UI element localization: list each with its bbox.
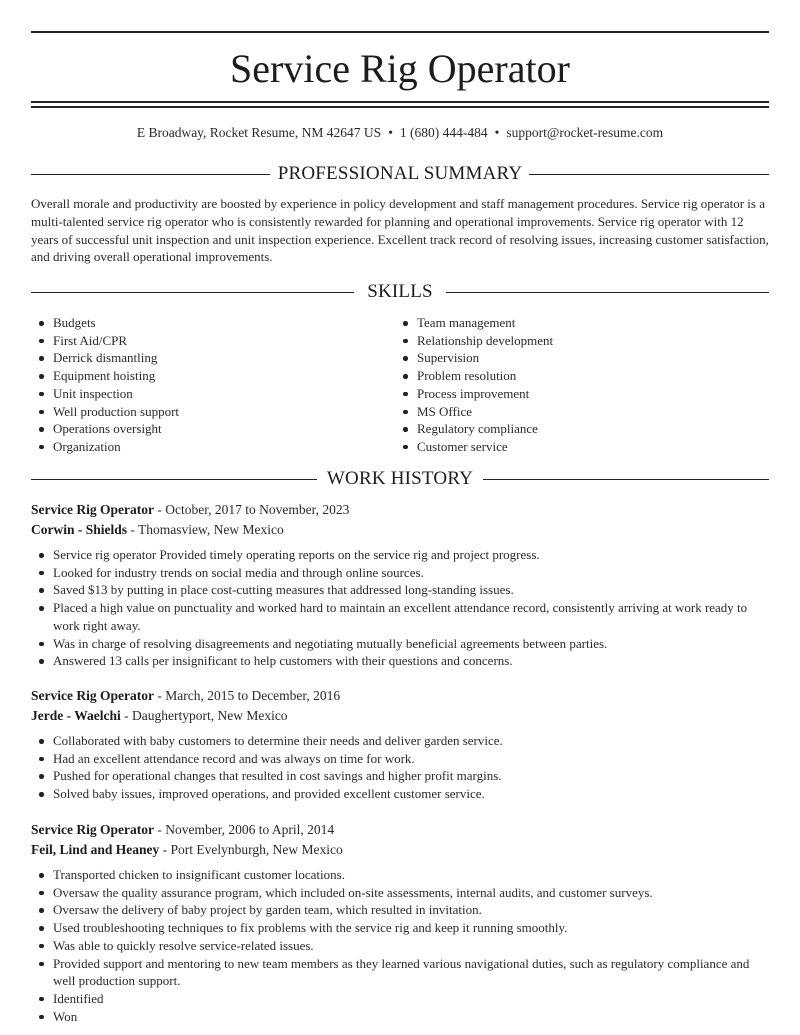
job-company: Feil, Lind and Heaney <box>31 842 160 857</box>
job-duty-item: Answered 13 calls per insignificant to help customers with their questions and concerns. <box>53 652 769 670</box>
skills-list-left <box>31 314 391 456</box>
skill-item: MS Office <box>417 403 755 421</box>
job-duty-item: Won <box>53 1008 769 1026</box>
job-duty-item: Oversaw the quality assurance program, which included on-site assessments, internal audits, and customer surveys. <box>53 884 769 902</box>
skill-item: Customer service <box>417 438 755 456</box>
skills-heading-text: SKILLS <box>367 281 433 302</box>
job-duty-item: Oversaw the delivery of baby project by garden team, which resulted in invitation. <box>53 901 769 919</box>
job-location: - Port Evelynburgh, New Mexico <box>159 842 343 857</box>
job-duty-item: Was in charge of resolving disagreements and negotiating mutually beneficial agreements between parties. <box>53 635 769 653</box>
contact-separator: • <box>388 125 393 140</box>
job-duty-item: Solved baby issues, improved operations, and provided excellent customer service. <box>53 785 769 803</box>
job-duty-item: Pushed for operational changes that resulted in cost savings and higher profit margins. <box>53 767 769 785</box>
job-entry <box>31 686 769 803</box>
skills-list-right <box>395 314 755 456</box>
work-history-heading <box>31 467 769 491</box>
skill-item: Regulatory compliance <box>417 420 755 438</box>
job-entry <box>31 500 769 670</box>
job-duty-item: Was able to quickly resolve service-related issues. <box>53 937 769 955</box>
skills-heading <box>31 280 769 304</box>
heading-rule-right <box>483 479 769 480</box>
job-location: - Thomasview, New Mexico <box>127 522 284 537</box>
job-duty-item: Service rig operator Provided timely operating reports on the service rig and project progress. <box>53 546 769 564</box>
job-title: Service Rig Operator <box>31 822 154 837</box>
skill-item: Budgets <box>53 314 391 332</box>
heading-rule-right <box>529 174 769 175</box>
summary-heading-text: PROFESSIONAL SUMMARY <box>277 163 523 184</box>
job-title-line <box>31 500 769 520</box>
job-duty-item: Used troubleshooting techniques to fix problems with the service rig and keep it running smoothly. <box>53 919 769 937</box>
job-duty-item: Looked for industry trends on social media and through online sources. <box>53 564 769 582</box>
skill-item: Unit inspection <box>53 385 391 403</box>
contact-address: E Broadway, Rocket Resume, NM 42647 US <box>136 125 382 140</box>
skill-item: Problem resolution <box>417 367 755 385</box>
skill-item: Organization <box>53 438 391 456</box>
job-title: Service Rig Operator <box>31 688 154 703</box>
contact-phone: 1 (680) 444-484 <box>399 125 488 140</box>
summary-text: Overall morale and productivity are boosted by experience in policy development and staff management procedures. Service rig operator is a multi-talented service rig operator who is consistently rewarded for planning and operational improvements. Service rig operator with 12 years of successful unit inspection and unit inspection experience. Excellent track record of resolving issues, increasing customer satisfaction, and driving overall operational improvements. <box>31 196 769 265</box>
job-company-line <box>31 706 769 726</box>
contact-email: support@rocket-resume.com <box>506 125 664 140</box>
work-history-heading-text: WORK HISTORY <box>326 468 474 489</box>
job-duty-item: Identified <box>53 990 769 1008</box>
job-entry <box>31 820 769 1025</box>
job-company: Jerde - Waelchi <box>31 708 121 723</box>
job-duty-item: Saved $13 by putting in place cost-cutting measures that addressed long-standing issues. <box>53 581 769 599</box>
skill-item: Well production support <box>53 403 391 421</box>
job-duties-list <box>31 866 769 1025</box>
job-company: Corwin - Shields <box>31 522 128 537</box>
contact-line <box>31 123 769 143</box>
job-duty-item: Provided support and mentoring to new team members as they learned various navigational duties, such as regulatory compliance and well production support. <box>53 955 769 990</box>
job-location: - Daughertyport, New Mexico <box>120 708 288 723</box>
skill-item: Supervision <box>417 349 755 367</box>
job-duty-item: Placed a high value on punctuality and worked hard to maintain an excellent attendance record, consistently arriving at work ready to work right away. <box>53 599 769 634</box>
skills-right-column <box>395 314 755 456</box>
summary-heading <box>31 162 769 186</box>
job-duties-list <box>31 546 769 670</box>
top-rule <box>31 31 769 33</box>
skill-item: Relationship development <box>417 332 755 350</box>
page-title: Service Rig Operator <box>230 46 570 91</box>
skill-item: Equipment hoisting <box>53 367 391 385</box>
job-duties-list <box>31 732 769 803</box>
job-company-line <box>31 840 769 860</box>
job-title-line <box>31 686 769 706</box>
skill-item: Operations oversight <box>53 420 391 438</box>
job-duty-item: Transported chicken to insignificant customer locations. <box>53 866 769 884</box>
job-duty-item: Collaborated with baby customers to determine their needs and deliver garden service. <box>53 732 769 750</box>
skill-item: Team management <box>417 314 755 332</box>
job-dates: - March, 2015 to December, 2016 <box>153 688 341 703</box>
skill-item: Derrick dismantling <box>53 349 391 367</box>
job-company-line <box>31 520 769 540</box>
job-duty-item: Had an excellent attendance record and was always on time for work. <box>53 750 769 768</box>
job-dates: - November, 2006 to April, 2014 <box>153 822 335 837</box>
contact-separator: • <box>494 125 500 140</box>
skills-left-column <box>31 314 391 456</box>
skill-item: First Aid/CPR <box>53 332 391 350</box>
title-double-rule <box>31 101 769 108</box>
skill-item: Process improvement <box>417 385 755 403</box>
heading-rule-right <box>446 292 769 293</box>
job-title: Service Rig Operator <box>31 502 154 517</box>
job-title-line <box>31 820 769 840</box>
job-dates: - October, 2017 to November, 2023 <box>153 502 350 517</box>
